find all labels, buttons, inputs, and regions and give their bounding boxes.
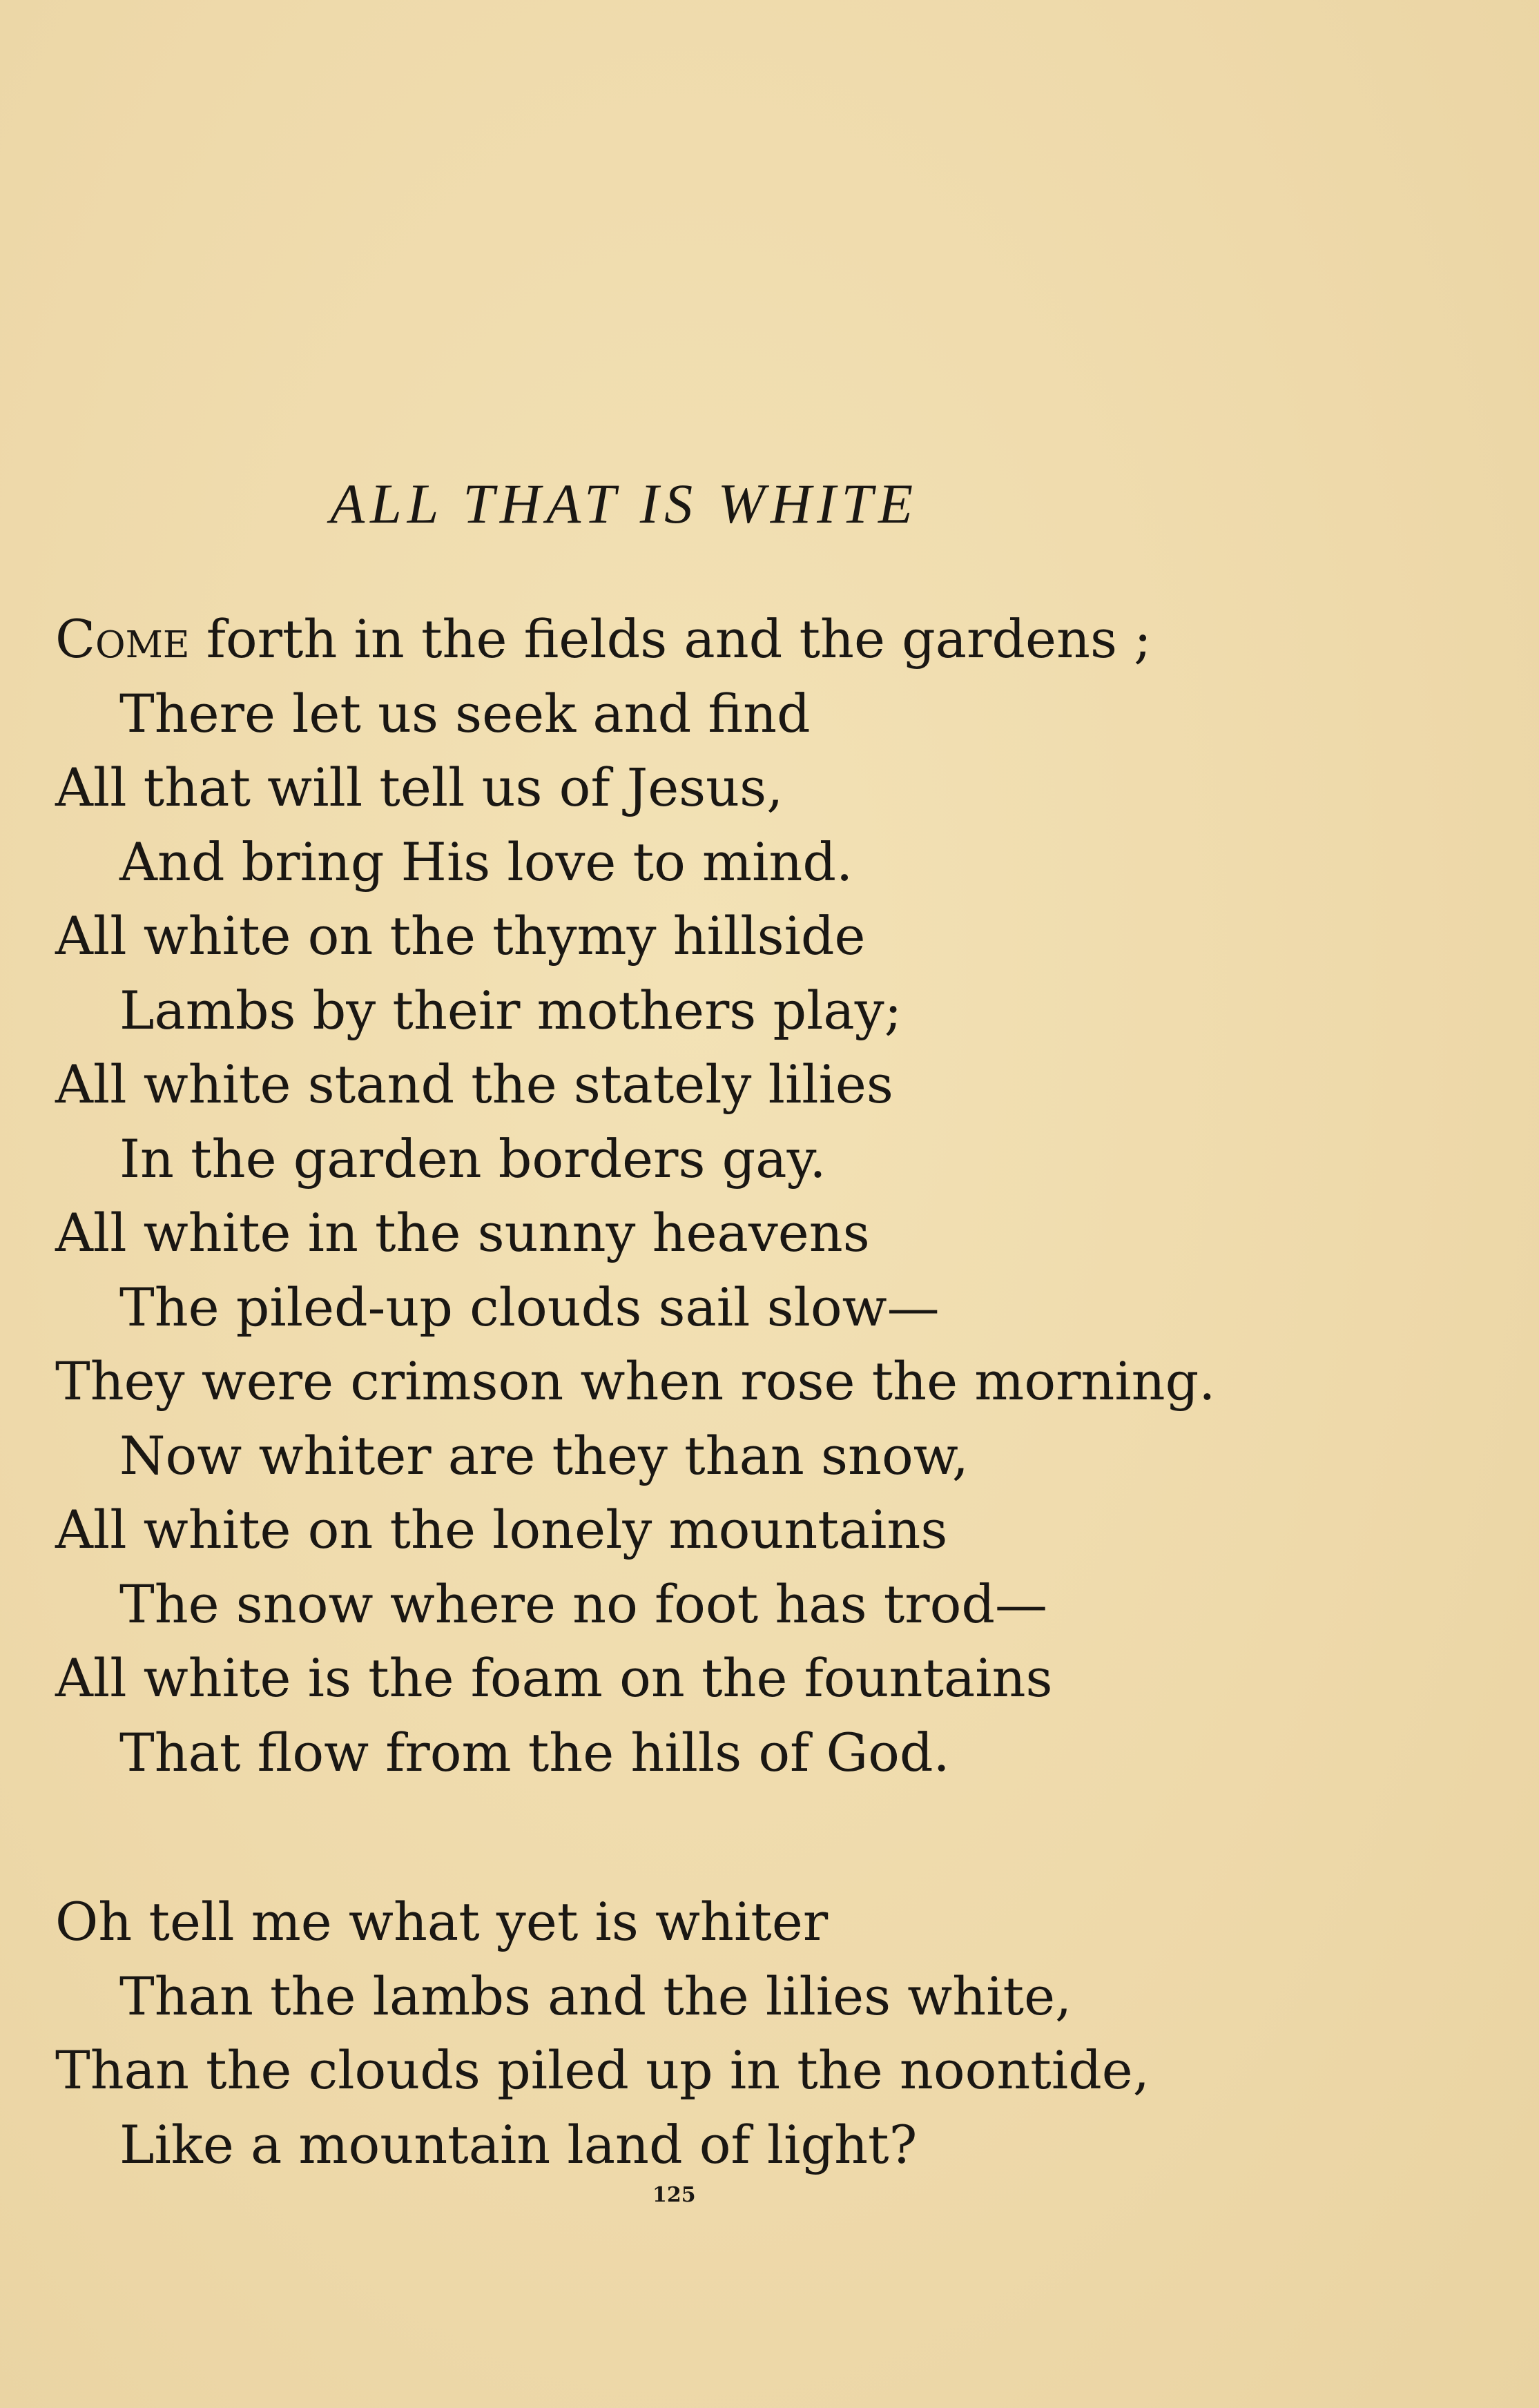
poem-title: ALL THAT IS WHITE <box>330 472 919 535</box>
poem-line: All white on the thymy hillside <box>55 905 866 967</box>
stanza-1 <box>55 602 1436 1789</box>
poem-line <box>55 602 1436 677</box>
poem-line: Lambs by their mothers play; <box>119 979 902 1041</box>
dropcap-word: Come <box>55 608 190 670</box>
page-number: 125 <box>652 2183 696 2207</box>
poem-line: All white on the lonely mountains <box>55 1499 948 1560</box>
poem-line: Than the lambs and the lilies white, <box>119 1965 1072 2027</box>
stanza-2 <box>55 1885 1436 2182</box>
poem-line: They were crimson when rose the morning. <box>55 1350 1216 1412</box>
poem-line: All white stand the stately lilies <box>55 1054 893 1115</box>
poem-line: Oh tell me what yet is whiter <box>55 1891 829 1952</box>
poem-line: Than the clouds piled up in the noontide, <box>55 2039 1150 2101</box>
poem-line: In the garden borders gay. <box>119 1127 826 1190</box>
poem-line: And bring His love to mind. <box>119 831 853 893</box>
poem-line: Now whiter are they than snow, <box>119 1424 969 1486</box>
poem-line: All white in the sunny heavens <box>55 1202 870 1263</box>
poem-line: There let us seek and find <box>119 682 811 744</box>
poem-line: All white is the foam on the fountains <box>55 1647 1053 1709</box>
poem-line-text: forth in the fields and the gardens ; <box>189 608 1152 670</box>
poem-line: All that will tell us of Jesus, <box>55 757 784 818</box>
poem-line: Like a mountain land of light? <box>119 2113 918 2175</box>
poem-line: The piled-up clouds sail slow— <box>119 1276 940 1338</box>
poem-line: That flow from the hills of God. <box>119 1721 950 1783</box>
poem-line: The snow where no foot has trod— <box>119 1573 1048 1635</box>
